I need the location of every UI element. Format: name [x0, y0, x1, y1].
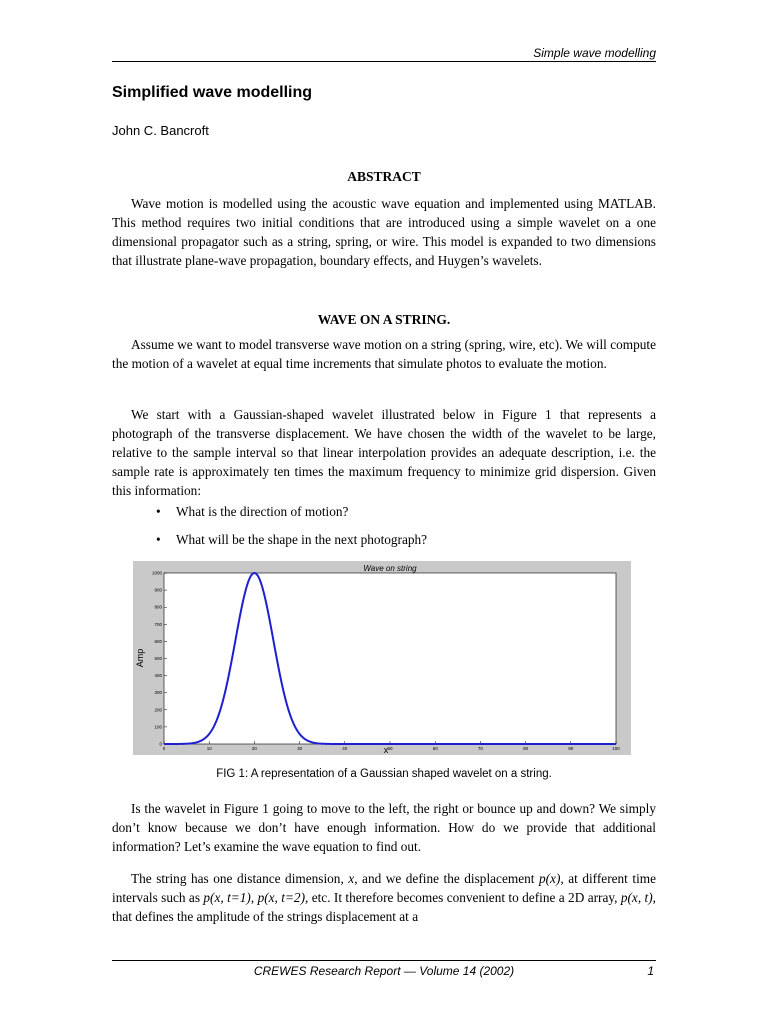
x-tick-label: 60	[432, 746, 438, 751]
y-tick-label: 100	[154, 724, 162, 730]
x-tick-label: 80	[523, 746, 529, 751]
y-tick-label: 900	[154, 587, 162, 593]
y-tick-label: 300	[154, 690, 162, 696]
bullet-text: What is the direction of motion?	[176, 504, 349, 519]
footer-rule	[112, 960, 656, 961]
x-tick-label: 40	[342, 746, 348, 751]
y-tick-label: 0	[159, 741, 162, 747]
paper-title: Simplified wave modelling	[112, 84, 313, 101]
paragraph-1: Assume we want to model transverse wave motion on a string (spring, wire, etc). We will compute the motion of a wavelet at equal time increments that simulate photos to evaluate the motion.	[112, 337, 656, 371]
y-tick-label: 200	[154, 707, 162, 713]
x-axis-label: x	[383, 745, 389, 755]
y-tick-label: 400	[154, 673, 162, 679]
bullet-icon: •	[156, 504, 161, 519]
running-header: Simple wave modelling	[533, 46, 656, 60]
bullet-icon: •	[156, 532, 161, 547]
abstract-text: Wave motion is modelled using the acoustic wave equation and implemented using MATLAB. This method requires two initial conditions that are introduced using a simple wavelet on a one dimensional propagator such as a string, spring, or wire. This model is expanded to two dimensions that illustrate plane-wave propagation, boundary effects, and Huygen’s wavelets.	[112, 196, 656, 268]
paragraph-4: The string has one distance dimension, x, and we define the displacement p(x), at different time intervals such as p(x, t=1), p(x, t=2), etc. It therefore becomes convenient to define a 2D array, p(x, t), that defines the amplitude of the strings displacement at a	[112, 871, 657, 924]
y-axis-label: Amp	[135, 648, 145, 668]
x-tick-label: 20	[251, 746, 257, 751]
figure-1-chart	[133, 561, 631, 755]
y-tick-label: 500	[154, 656, 162, 661]
bullet-item	[112, 502, 656, 530]
y-tick-label: 800	[154, 604, 162, 610]
y-tick-label: 1000	[151, 570, 162, 576]
chart-title: Wave on string	[363, 564, 417, 573]
x-tick-label: 10	[206, 746, 212, 751]
header-rule	[112, 61, 656, 62]
y-tick-label: 600	[154, 638, 162, 644]
x-tick-label: 90	[568, 746, 574, 751]
y-tick-label: 700	[154, 621, 162, 627]
paragraph-3: Is the wavelet in Figure 1 going to move to the left, the right or bounce up and down? We simply don’t know because we don’t have enough information. How do we provide that additional information? Let’s examine the wave equation to find out.	[112, 801, 656, 854]
bullet-text: What will be the shape in the next photograph?	[176, 532, 428, 547]
author-name: John C. Bancroft	[112, 123, 209, 138]
figure-caption: FIG 1: A representation of a Gaussian shaped wavelet on a string.	[216, 768, 552, 780]
paragraph-2: We start with a Gaussian-shaped wavelet illustrated below in Figure 1 that represents a photograph of the transverse displacement. We have chosen the width of the wavelet to be large, relative to the sample interval so that linear interpolation provides an adequate description, i.e. the sample rate is approximately ten times the maximum frequency to minimize grid dispersion. Given this information:	[112, 407, 656, 498]
x-tick-label: 100	[612, 746, 620, 751]
section-heading: WAVE ON A STRING.	[317, 312, 451, 327]
bullet-list	[112, 502, 656, 558]
bullet-item	[112, 530, 656, 558]
footer-citation: CREWES Research Report — Volume 14 (2002)	[253, 964, 515, 978]
x-tick-label: 30	[297, 746, 303, 751]
x-tick-label: 50	[387, 746, 393, 751]
x-tick-label: 70	[477, 746, 483, 751]
x-tick-label: 0	[162, 746, 166, 751]
page-number: 1	[647, 964, 654, 978]
abstract-heading: ABSTRACT	[347, 169, 421, 184]
